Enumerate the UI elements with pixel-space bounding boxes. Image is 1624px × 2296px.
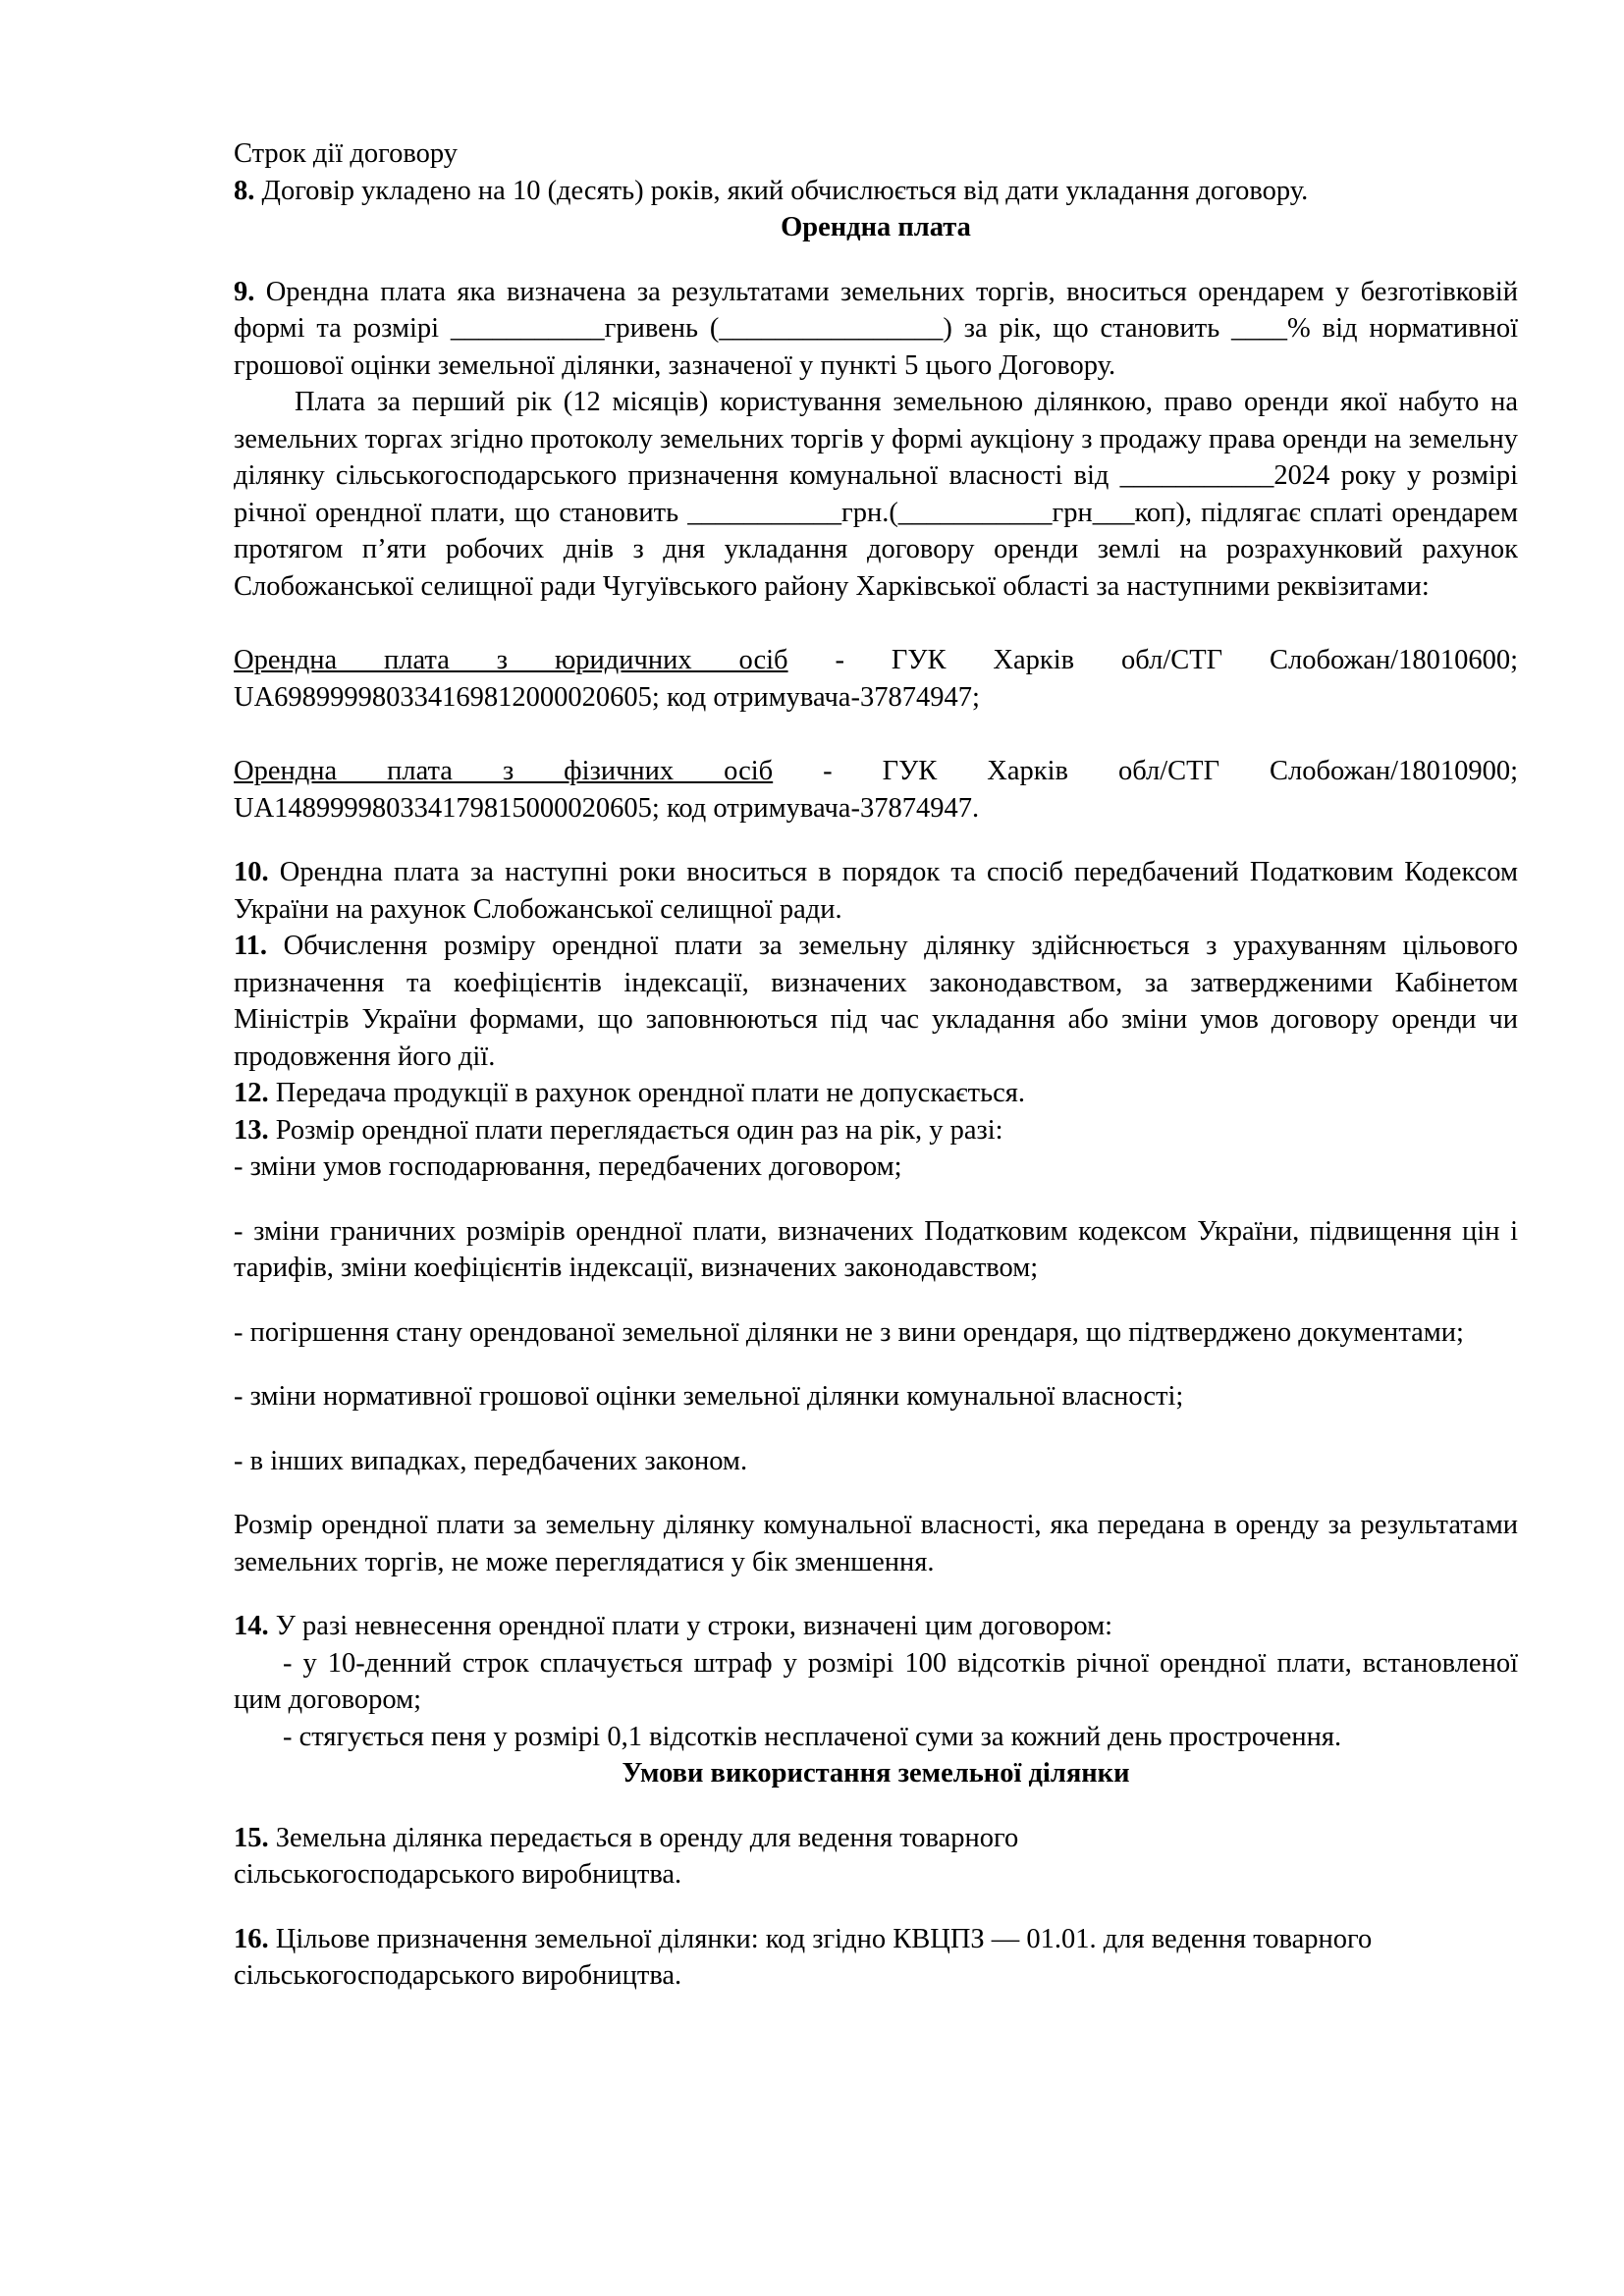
clause-number: 9. <box>234 276 255 307</box>
clause-text: Орендна плата за наступні роки вноситься в порядок та спосіб передбачений Податковим Кодексом України на рахунок Слобожанської селищної ради. <box>234 857 1518 925</box>
clause-number: 10. <box>234 857 269 887</box>
clause-text: У разі невнесення орендної плати у строки, визначені цим договором: <box>268 1611 1113 1641</box>
clause-13-item: - погіршення стану орендованої земельної ділянки не з вини орендаря, що підтверджено документами; <box>234 1316 1464 1348</box>
clause-number: 13. <box>234 1114 269 1146</box>
clause-13 <box>234 1112 1518 1149</box>
clause-text: Орендна плата яка визначена за результатами земельних торгів, вноситься орендарем у безготівковій формі та розмірі ___________гривень (________________) за рік, що становить ____% від нормативної грошової оцінки земельної ділянки, зазначеної у пункті 5 цього Договору. <box>234 276 1518 381</box>
clause-number: 11. <box>234 931 268 961</box>
clause-13-item: - зміни умов господарювання, передбачених договором; <box>234 1151 902 1182</box>
no-decrease-paragraph: Розмір орендної плати за земельну ділянку комунальної власності, яка передана в оренду за результатами земельних торгів, не може переглядатися у бік зменшення. <box>234 1510 1518 1577</box>
clause-10 <box>234 854 1518 928</box>
use-heading: Умови використання земельної ділянки <box>622 1758 1130 1789</box>
clause-text: Обчислення розміру орендної плати за земельну ділянку здійснюється з урахуванням цільового призначення та коефіцієнтів індексації, визначених законодавством, за затвердженими Кабінетом Міністрів України формами, що заповнюються під час укладання або зміни умов договору оренди чи продовження його дії. <box>234 931 1518 1072</box>
clause-14-item: - стягується пеня у розмірі 0,1 відсотків несплаченої суми за кожний день прострочення. <box>283 1721 1342 1752</box>
clause-14 <box>234 1608 1518 1645</box>
clause-9 <box>234 274 1518 385</box>
clause-14-item: - у 10-денний строк сплачується штраф у розмірі 100 відсотків річної орендної плати, встановленої цим договором; <box>234 1647 1518 1715</box>
clause-number: 14. <box>234 1611 269 1641</box>
clause-number: 12. <box>234 1078 269 1108</box>
clause-text: Договір укладено на 10 (десять) років, який обчислюється від дати укладання договору. <box>254 175 1309 206</box>
term-heading: Строк дії договору <box>234 138 458 169</box>
clause-13-item: - зміни нормативної грошової оцінки земельної ділянки комунальної власності; <box>234 1381 1184 1412</box>
clause-16 <box>234 1921 1518 1995</box>
clause-11 <box>234 928 1518 1075</box>
rent-heading: Орендна плата <box>781 212 971 242</box>
clause-12 <box>234 1075 1518 1112</box>
first-year-payment: Плата за перший рік (12 місяців) користування земельною ділянкою, право оренди якої набуто на земельних торгах згідно протоколу земельних торгів у формі аукціону з продажу права оренди на земельну ділянку сільськогосподарського призначення комунальної власності від ___________2024 року у розмірі річної орендної плати, що становить ___________грн.(___________грн___коп), підлягає сплаті орендарем протягом п’яти робочих днів з дня укладання договору оренди землі на розрахунковий рахунок Слобожанської селищної ради Чугуївського району Харківської області за наступними реквізитами: <box>234 387 1518 602</box>
legal-entities-label: Орендна плата з юридичних осіб <box>234 645 788 675</box>
individuals-details <box>234 753 1518 827</box>
clause-13-item: - в інших випадках, передбачених законом. <box>234 1445 748 1476</box>
clause-15 <box>234 1820 1518 1894</box>
clause-text: Цільове призначення земельної ділянки: код згідно КВЦПЗ — 01.01. для ведення товарного сільськогосподарського виробництва. <box>234 1923 1373 1991</box>
clause-text: Передача продукції в рахунок орендної плати не допускається. <box>268 1078 1025 1108</box>
legal-entities-details <box>234 642 1518 716</box>
clause-number: 15. <box>234 1822 269 1853</box>
clause-text: Земельна ділянка передається в оренду для ведення товарного сільськогосподарського виробництва. <box>234 1822 1019 1890</box>
legal-entities-text: - ГУК Харків обл/СТГ Слобожан/18010600; UA698999980334169812000020605; код отримувача-37874947; <box>234 645 1518 713</box>
clause-text: Розмір орендної плати переглядається один раз на рік, у разі: <box>268 1114 1003 1146</box>
clause-number: 16. <box>234 1923 269 1954</box>
clause-8 <box>234 173 1518 210</box>
clause-number: 8. <box>234 175 255 206</box>
individuals-label: Орендна плата з фізичних осіб <box>234 756 774 786</box>
individuals-text: - ГУК Харків обл/СТГ Слобожан/18010900; UA148999980334179815000020605; код отримувача-37874947. <box>234 756 1518 824</box>
clause-13-item: - зміни граничних розмірів орендної плати, визначених Податковим кодексом України, підвищення цін і тарифів, зміни коефіцієнтів індексації, визначених законодавством; <box>234 1215 1518 1283</box>
